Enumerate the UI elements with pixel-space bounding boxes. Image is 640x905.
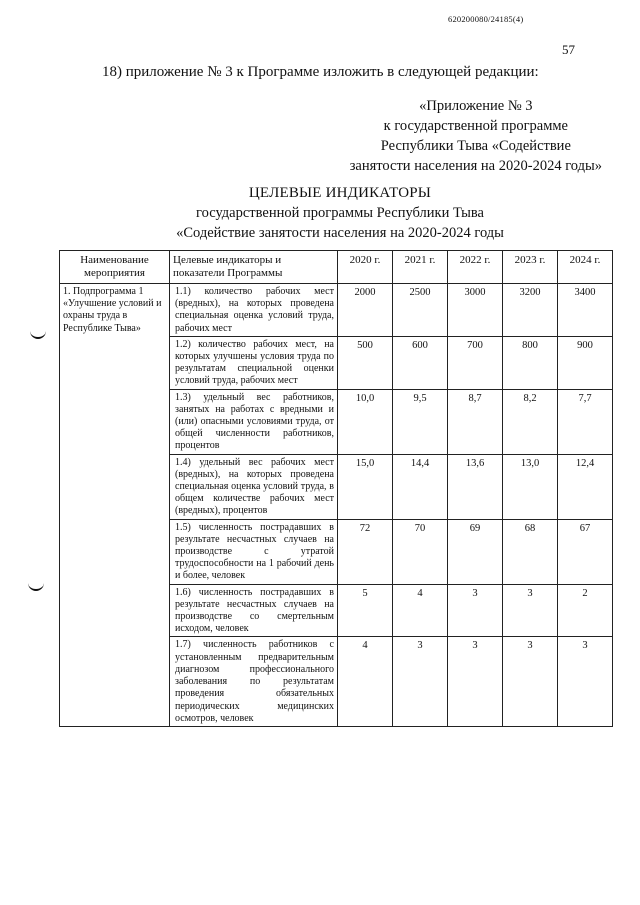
value-cell: 9,5	[393, 389, 448, 454]
value-cell: 3	[503, 584, 558, 637]
value-cell: 4	[393, 584, 448, 637]
value-cell: 2500	[393, 284, 448, 337]
heading-line: «Содействие занятости населения на 2020-2024 годы	[176, 225, 504, 241]
appendix-line: занятости населения на 2020-2024 годы»	[349, 158, 602, 174]
value-cell: 13,0	[503, 454, 558, 519]
value-cell: 3	[448, 584, 503, 637]
value-cell: 3200	[503, 284, 558, 337]
table-row	[60, 284, 613, 337]
value-cell: 3	[558, 637, 613, 726]
header-year: 2020 г.	[338, 251, 393, 284]
document-id: 620200080/24185(4)	[448, 14, 524, 24]
value-cell: 5	[338, 584, 393, 637]
measure-name: 1. Подпрограмма 1 «Улучшение условий и охраны труда в Республике Тыва»	[60, 284, 170, 727]
header-indicator: Целевые индикаторы и показатели Программы	[170, 251, 338, 284]
value-cell: 3400	[558, 284, 613, 337]
value-cell: 14,4	[393, 454, 448, 519]
appendix-block	[350, 96, 602, 176]
value-cell: 70	[393, 519, 448, 584]
indicator-cell: 1.1) количество рабочих мест (вредных), на которых проведена специальная оценка условий труда, рабочих мест	[170, 284, 338, 337]
value-cell: 3	[393, 637, 448, 726]
value-cell: 3	[448, 637, 503, 726]
margin-mark	[28, 582, 44, 591]
value-cell: 4	[338, 637, 393, 726]
value-cell: 600	[393, 336, 448, 389]
header-year: 2023 г.	[503, 251, 558, 284]
intro-text: 18) приложение № 3 к Программе изложить в следующей редакции:	[102, 64, 539, 80]
value-cell: 3000	[448, 284, 503, 337]
document-heading	[120, 183, 560, 243]
value-cell: 2	[558, 584, 613, 637]
value-cell: 8,2	[503, 389, 558, 454]
heading-title: ЦЕЛЕВЫЕ ИНДИКАТОРЫ	[248, 185, 432, 201]
value-cell: 72	[338, 519, 393, 584]
value-cell: 7,7	[558, 389, 613, 454]
value-cell: 2000	[338, 284, 393, 337]
value-cell: 700	[448, 336, 503, 389]
header-year: 2022 г.	[448, 251, 503, 284]
value-cell: 69	[448, 519, 503, 584]
value-cell: 10,0	[338, 389, 393, 454]
appendix-line: к государственной программе	[383, 118, 568, 134]
header-year: 2024 г.	[558, 251, 613, 284]
indicator-cell: 1.7) численность работников с установленным предварительным диагнозом профессионального заболевания по результатам проведения обязательных периодических медицинских осмотров, человек	[170, 637, 338, 726]
value-cell: 15,0	[338, 454, 393, 519]
value-cell: 900	[558, 336, 613, 389]
value-cell: 13,6	[448, 454, 503, 519]
indicators-table	[59, 250, 613, 727]
value-cell: 3	[503, 637, 558, 726]
indicator-cell: 1.4) удельный вес рабочих мест (вредных), на которых проведена специальная оценка условий труда, в общем количестве рабочих мест (вредных), процентов	[170, 454, 338, 519]
header-measure: Наименование мероприятия	[60, 251, 170, 284]
indicator-cell: 1.2) количество рабочих мест, на которых улучшены условия труда по результатам специальной оценки условий труда, рабочих мест	[170, 336, 338, 389]
table-header-row	[60, 251, 613, 284]
appendix-line: «Приложение № 3	[419, 98, 533, 114]
header-year: 2021 г.	[393, 251, 448, 284]
appendix-line: Республики Тыва «Содействие	[380, 138, 571, 154]
indicator-cell: 1.6) численность пострадавших в результате несчастных случаев на производстве со смертельным исходом, человек	[170, 584, 338, 637]
value-cell: 500	[338, 336, 393, 389]
value-cell: 67	[558, 519, 613, 584]
indicator-cell: 1.5) численность пострадавших в результате несчастных случаев на производстве с утратой трудоспособности на 1 рабочий день и более, человек	[170, 519, 338, 584]
heading-line: государственной программы Республики Тыва	[196, 205, 484, 221]
value-cell: 12,4	[558, 454, 613, 519]
value-cell: 800	[503, 336, 558, 389]
value-cell: 8,7	[448, 389, 503, 454]
page-number: 57	[562, 42, 575, 57]
value-cell: 68	[503, 519, 558, 584]
indicator-cell: 1.3) удельный вес работников, занятых на работах с вредными и (или) опасными условиями труда, от общей численности работников, процентов	[170, 389, 338, 454]
margin-mark	[30, 330, 46, 339]
